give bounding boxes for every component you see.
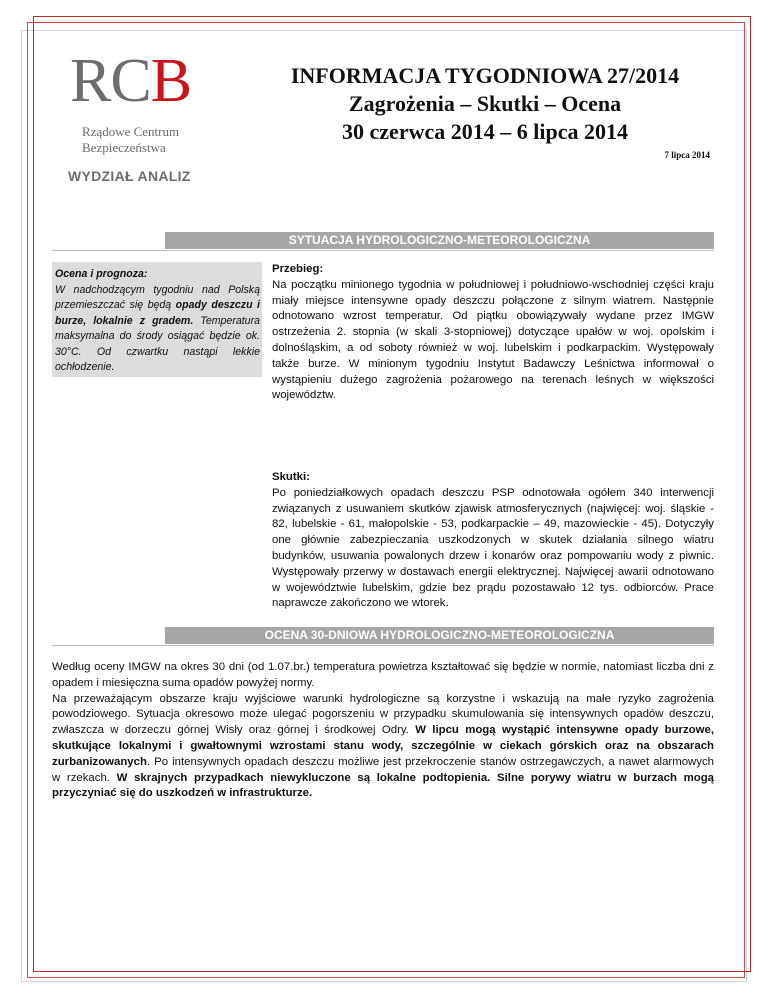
skutki-section — [272, 470, 714, 612]
section-heading-hydro-meteo: SYTUACJA HYDROLOGICZNO-METEOROLOGICZNA — [165, 232, 714, 249]
rcb-logo — [70, 47, 230, 156]
przebieg-heading: Przebieg: — [272, 263, 324, 275]
forecast-text-a: W nadchodzącym tygodniu nad Polską przemieszczać się będą — [55, 283, 260, 311]
section-rule-1 — [52, 250, 714, 251]
logo-subtitle-line2: Bezpieczeństwa — [82, 140, 166, 155]
przebieg-section — [272, 262, 714, 404]
logo-letters-rc: RC — [70, 47, 151, 115]
skutki-heading: Skutki: — [272, 471, 310, 483]
issue-date: 7 lipca 2014 — [664, 150, 710, 160]
ocena-p2-bold-2: W skrajnych przypadkach niewykluczone są lokalne podtopienia. Silne porywy wiatru w burzach mogą przyczyniać się do uszkodzeń w infrastrukturze. — [52, 771, 714, 800]
department-label: WYDZIAŁ ANALIZ — [68, 168, 191, 184]
ocena-p2-text-b: . Po intensywnych opadach deszczu możliwe jest przekroczenie stanów ostrzegawczych, a nawet alarmowych w rzekach. — [52, 755, 714, 784]
forecast-text — [55, 283, 260, 376]
title-line-3: 30 czerwca 2014 – 6 lipca 2014 — [342, 119, 628, 144]
title-line-1: INFORMACJA TYGODNIOWA 27/2014 — [290, 63, 680, 88]
skutki-text: Po poniedziałkowych opadach deszczu PSP odnotowała ogółem 340 interwencji związanych z usuwaniem skutków zjawisk atmosferycznych (najwięcej: woj. śląskie - 82, lubelskie - 61, małopolskie - 53, podkarpackie – 49, mazowieckie - 45). Dotyczyły one głównie zabezpieczania uszkodzonych w skutek działania silnego wiatru budynków, usuwania powalonych drzew i konarów oraz pompowaniu wody z piwnic. Występowały przerwy w dostawach energii elektrycznej. Najwięcej awarii odnotowano w województwie lubelskim, gdzie bez prądu pozostawało 12 tys. odbiorców. Prace naprawcze zakończono we wtorek. — [272, 486, 714, 610]
logo-mark — [70, 47, 230, 115]
ocena-p2-bold-1: W lipcu mogą wystąpić intensywne opady burzowe, skutkujące lokalnymi i gwałtownymi wzrostami stanu wody, szczególnie w ciekach górskich oraz na obszarach zurbanizowanych — [52, 724, 714, 768]
logo-subtitle-line1: Rządowe Centrum — [82, 124, 180, 139]
ocena-paragraph-1: Według oceny IMGW na okres 30 dni (od 1.07.br.) temperatura powietrza kształtować się będzie w normie, natomiast liczba dni z opadem i miesięczna suma opadów powyżej normy. — [52, 661, 714, 689]
ocena-p2-text-a: Na przeważającym obszarze kraju wyjściowe warunki hydrologiczne są korzystne i wskazują na małe ryzyko zagrożenia powodziowego. Sytuacja okresowo może ulegać pogorszeniu w przypadku skumulowania się intensywnych opadów deszczu, zwłaszcza w dorzeczu górnej Wisły oraz górnej i środkowej Odry. — [52, 692, 714, 737]
forecast-text-bold: opady deszczu i burze, lokalnie z gradem. — [55, 299, 260, 327]
logo-subtitle — [70, 124, 230, 156]
ocena-paragraph-2 — [52, 692, 714, 803]
forecast-heading: Ocena i prognoza: — [55, 268, 148, 280]
section-rule-2 — [52, 645, 714, 646]
document-title — [255, 62, 715, 146]
forecast-text-b: Temperatura maksymalna do środy osiągać będzie ok. 30°C. Od czwartku nastąpi lekkie ochłodzenie. — [55, 314, 260, 373]
title-line-2: Zagrożenia – Skutki – Ocena — [348, 91, 622, 116]
ocena-30day-section — [52, 660, 714, 802]
forecast-box — [52, 262, 262, 377]
logo-letter-b: B — [150, 47, 192, 115]
section-heading-30day: OCENA 30-DNIOWA HYDROLOGICZNO-METEOROLOGICZNA — [165, 627, 714, 644]
przebieg-text: Na początku minionego tygodnia w południowej i południowo-wschodniej części kraju miały miejsce intensywne opady deszczu połączone z silnym wiatrem. Następnie odnotowano wzrost temperatur. Od piątku obowiązywały wydane przez IMGW ostrzeżenia 2. stopnia (w skali 3-stopniowej) dotyczące upałów w woj. opolskim i dolnośląskim, a od soboty również w woj. lubelskim i podkarpackim. Występowały także burze. W minionym tygodniu Instytut Badawczy Leśnictwa informował o wystąpieniu dużego zagrożenia pożarowego na terenach leśnych w większości województw. — [272, 278, 714, 402]
